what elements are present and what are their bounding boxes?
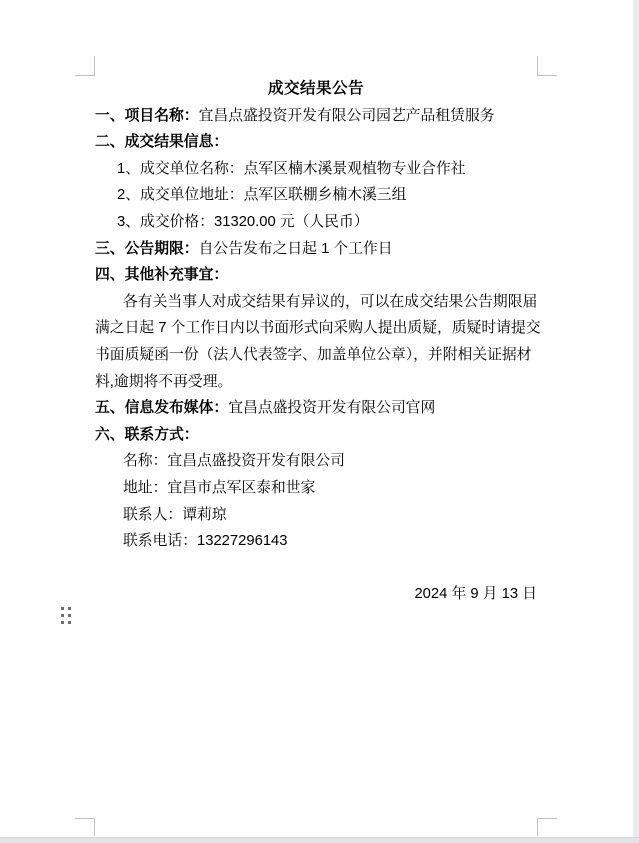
section-4-other-matters (95, 262, 537, 289)
section-3-text: 自公告发布之日起 1 个工作日 (198, 240, 393, 257)
sub-item-winner-name: 1、成交单位名称：点军区楠木溪景观植物专业合作社 (117, 160, 466, 177)
section-4-label: 四、其他补充事宜： (95, 267, 229, 284)
sub-item-deal-price: 3、成交价格：31320.00 元（人民币） (117, 213, 369, 230)
objection-paragraph-line-1: 各有关当事人对成交结果有异议的，可以在成交结果公告期限届 (123, 293, 538, 310)
section-1-text: 宜昌点盛投资开发有限公司园艺产品租赁服务 (198, 107, 495, 124)
document-title: 成交结果公告 (267, 80, 364, 97)
sub-item-winner-address: 2、成交单位地址：点军区联棚乡楠木溪三组 (117, 187, 407, 204)
document-body (95, 76, 541, 608)
section-1-label: 一、项目名称： (95, 107, 199, 124)
section-3-announcement-period (95, 236, 537, 263)
text-boundary-mark-top-left (75, 56, 95, 76)
section-1-project-name (95, 103, 537, 130)
text-boundary-mark-top-right (537, 56, 557, 76)
objection-paragraph-line-4: 料,逾期将不再受理。 (95, 373, 233, 390)
drag-anchor-dots-icon[interactable] (61, 607, 71, 624)
section-5-publish-media (95, 395, 537, 422)
section-5-text: 宜昌点盛投资开发有限公司官网 (228, 400, 436, 417)
text-boundary-mark-bottom-right (537, 818, 557, 836)
text-boundary-mark-bottom-left (75, 818, 95, 836)
canvas-edge-bottom (0, 837, 639, 843)
objection-paragraph-line-3: 书面质疑函一份（法人代表签字、加盖单位公章），并附相关证据材 (95, 346, 532, 363)
contact-name: 名称：宜昌点盛投资开发有限公司 (123, 453, 345, 470)
section-2-result-info (95, 129, 537, 156)
section-6-contact-info (95, 422, 537, 449)
objection-paragraph-line-2: 满之日起 7 个工作日内以书面形式向采购人提出质疑，质疑时请提交 (95, 320, 541, 337)
contact-person: 联系人：谭莉琼 (123, 506, 227, 523)
section-2-label: 二、成交结果信息： (95, 134, 229, 151)
section-5-label: 五、信息发布媒体： (95, 400, 229, 417)
section-3-label: 三、公告期限： (95, 240, 199, 257)
contact-phone: 联系电话：13227296143 (123, 533, 288, 550)
section-6-label: 六、联系方式： (95, 426, 199, 443)
contact-address: 地址：宜昌市点军区泰和世家 (123, 479, 316, 496)
document-date: 2024 年 9 月 13 日 (414, 586, 537, 603)
canvas-edge-right (633, 0, 639, 843)
